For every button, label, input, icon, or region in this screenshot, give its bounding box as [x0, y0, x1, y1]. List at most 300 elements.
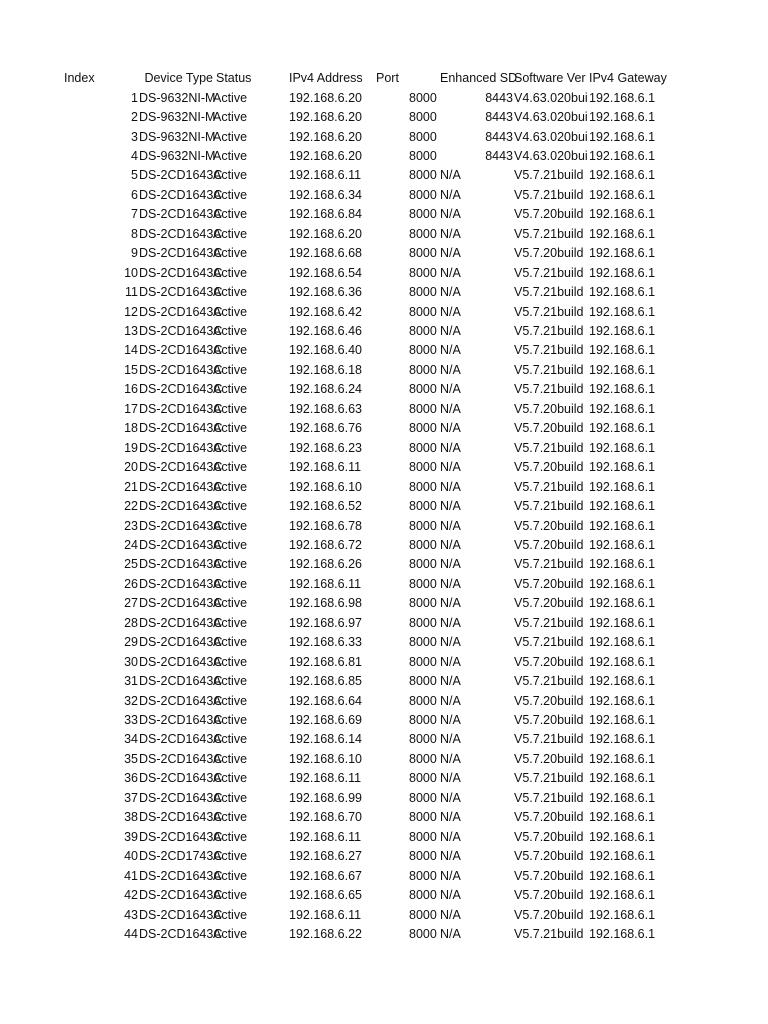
- cell-software-version: V5.7.20build: [514, 654, 584, 669]
- cell-index: 6: [131, 187, 138, 202]
- cell-ipv4-gateway: 192.168.6.1: [589, 324, 656, 338]
- table-row: [0, 439, 768, 458]
- cell-ipv4-address: 192.168.6.18: [289, 362, 362, 377]
- cell-device-type: DS-2CD1643C: [139, 907, 223, 922]
- cell-ipv4-address: 192.168.6.46: [289, 324, 362, 338]
- cell-ipv4-gateway: 192.168.6.1: [589, 110, 656, 125]
- cell-enhanced-sdk: N/A: [440, 615, 461, 630]
- cell-index: 35: [124, 751, 138, 766]
- cell-port: 8000: [409, 557, 437, 572]
- cell-ipv4-gateway: 192.168.6.1: [589, 654, 656, 669]
- cell-enhanced-sdk: N/A: [440, 421, 461, 436]
- cell-status: Active: [213, 926, 248, 941]
- header-status: Status: [216, 71, 252, 85]
- cell-ipv4-address: 192.168.6.20: [289, 148, 362, 163]
- table-row: [0, 828, 768, 847]
- cell-index: 9: [131, 246, 138, 261]
- table-row: [0, 633, 768, 652]
- cell-ipv4-address: 192.168.6.97: [289, 615, 362, 630]
- table-row: [0, 497, 768, 516]
- cell-ipv4-gateway: 192.168.6.1: [589, 596, 656, 611]
- cell-port: 8000: [409, 790, 437, 805]
- cell-ipv4-gateway: 192.168.6.1: [589, 849, 656, 864]
- table-row: [0, 692, 768, 711]
- cell-status: Active: [213, 421, 248, 436]
- cell-port: 8000: [409, 382, 437, 397]
- cell-enhanced-sdk: N/A: [440, 207, 461, 222]
- table-row: [0, 653, 768, 672]
- cell-status: Active: [213, 674, 248, 689]
- table-row: [0, 575, 768, 594]
- cell-port: 8000: [409, 285, 437, 300]
- cell-port: 8000: [409, 207, 437, 222]
- cell-software-version: V5.7.21build: [514, 265, 584, 280]
- cell-device-type: DS-2CD1643C: [139, 421, 223, 436]
- cell-ipv4-gateway: 192.168.6.1: [589, 693, 656, 708]
- cell-status: Active: [213, 790, 248, 805]
- cell-software-version: V5.7.20build: [514, 401, 584, 416]
- cell-index: 36: [124, 771, 138, 786]
- cell-software-version: V4.63.020bui: [514, 110, 588, 125]
- cell-status: Active: [213, 868, 248, 883]
- cell-enhanced-sdk: N/A: [440, 440, 461, 455]
- cell-ipv4-address: 192.168.6.99: [289, 790, 362, 805]
- cell-port: 8000: [409, 90, 437, 105]
- header-ipv4-gateway: IPv4 Gateway: [589, 71, 667, 85]
- table-row: [0, 614, 768, 633]
- cell-device-type: DS-9632NI-M: [139, 90, 216, 105]
- cell-port: 8000: [409, 324, 437, 338]
- cell-port: 8000: [409, 421, 437, 436]
- cell-ipv4-gateway: 192.168.6.1: [589, 440, 656, 455]
- cell-enhanced-sdk: N/A: [440, 888, 461, 903]
- cell-ipv4-address: 192.168.6.26: [289, 557, 362, 572]
- cell-index: 25: [124, 557, 138, 572]
- table-row: [0, 672, 768, 691]
- cell-ipv4-address: 192.168.6.85: [289, 674, 362, 689]
- cell-device-type: DS-9632NI-M: [139, 110, 216, 125]
- cell-software-version: V5.7.21build: [514, 732, 584, 747]
- cell-ipv4-address: 192.168.6.14: [289, 732, 362, 747]
- cell-ipv4-gateway: 192.168.6.1: [589, 829, 656, 844]
- cell-port: 8000: [409, 479, 437, 494]
- cell-enhanced-sdk: 8443: [485, 129, 513, 144]
- cell-port: 8000: [409, 829, 437, 844]
- cell-index: 19: [124, 440, 138, 455]
- cell-ipv4-gateway: 192.168.6.1: [589, 246, 656, 261]
- cell-ipv4-address: 192.168.6.33: [289, 635, 362, 650]
- cell-status: Active: [213, 324, 248, 338]
- cell-device-type: DS-2CD1643C: [139, 654, 223, 669]
- table-row: [0, 478, 768, 497]
- cell-device-type: DS-2CD1643C: [139, 226, 223, 241]
- table-row: [0, 380, 768, 399]
- cell-port: 8000: [409, 537, 437, 552]
- cell-software-version: V5.7.21build: [514, 615, 584, 630]
- cell-device-type: DS-2CD1643C: [139, 557, 223, 572]
- cell-index: 42: [124, 888, 138, 903]
- cell-ipv4-address: 192.168.6.11: [289, 576, 362, 591]
- cell-index: 1: [131, 90, 138, 105]
- cell-software-version: V5.7.20build: [514, 810, 584, 825]
- table-row: [0, 906, 768, 925]
- cell-status: Active: [213, 654, 248, 669]
- cell-ipv4-gateway: 192.168.6.1: [589, 499, 656, 514]
- cell-port: 8000: [409, 771, 437, 786]
- cell-software-version: V5.7.21build: [514, 168, 584, 183]
- cell-index: 10: [124, 265, 138, 280]
- cell-ipv4-gateway: 192.168.6.1: [589, 129, 656, 144]
- cell-ipv4-gateway: 192.168.6.1: [589, 207, 656, 222]
- cell-ipv4-address: 192.168.6.68: [289, 246, 362, 261]
- cell-index: 11: [125, 285, 138, 300]
- table-row: [0, 808, 768, 827]
- table-row: [0, 730, 768, 749]
- cell-software-version: V5.7.20build: [514, 829, 584, 844]
- table-row: [0, 750, 768, 769]
- cell-device-type: DS-2CD1643C: [139, 401, 223, 416]
- cell-status: Active: [213, 557, 248, 572]
- cell-ipv4-address: 192.168.6.76: [289, 421, 362, 436]
- cell-port: 8000: [409, 693, 437, 708]
- table-row: [0, 264, 768, 283]
- cell-software-version: V4.63.020bui: [514, 90, 588, 105]
- cell-software-version: V5.7.21build: [514, 790, 584, 805]
- cell-port: 8000: [409, 576, 437, 591]
- cell-software-version: V5.7.20build: [514, 460, 584, 475]
- cell-device-type: DS-2CD1643C: [139, 187, 223, 202]
- cell-software-version: V5.7.21build: [514, 304, 584, 319]
- cell-ipv4-address: 192.168.6.42: [289, 304, 362, 319]
- cell-software-version: V5.7.21build: [514, 187, 584, 202]
- cell-ipv4-gateway: 192.168.6.1: [589, 868, 656, 883]
- table-row: [0, 886, 768, 905]
- cell-enhanced-sdk: N/A: [440, 868, 461, 883]
- cell-software-version: V5.7.21build: [514, 479, 584, 494]
- cell-enhanced-sdk: N/A: [440, 343, 461, 358]
- cell-enhanced-sdk: N/A: [440, 324, 461, 338]
- cell-ipv4-address: 192.168.6.63: [289, 401, 362, 416]
- cell-ipv4-address: 192.168.6.23: [289, 440, 362, 455]
- cell-ipv4-gateway: 192.168.6.1: [589, 674, 656, 689]
- cell-ipv4-address: 192.168.6.11: [289, 168, 362, 183]
- cell-port: 8000: [409, 440, 437, 455]
- cell-ipv4-address: 192.168.6.64: [289, 693, 362, 708]
- cell-enhanced-sdk: N/A: [440, 187, 461, 202]
- cell-ipv4-gateway: 192.168.6.1: [589, 751, 656, 766]
- cell-index: 31: [124, 674, 138, 689]
- cell-software-version: V5.7.20build: [514, 888, 584, 903]
- cell-index: 8: [131, 226, 138, 241]
- cell-device-type: DS-2CD1643C: [139, 810, 223, 825]
- cell-status: Active: [213, 576, 248, 591]
- cell-status: Active: [213, 110, 248, 125]
- cell-device-type: DS-2CD1643C: [139, 615, 223, 630]
- cell-index: 43: [124, 907, 138, 922]
- cell-enhanced-sdk: N/A: [440, 557, 461, 572]
- cell-status: Active: [213, 635, 248, 650]
- cell-ipv4-gateway: 192.168.6.1: [589, 226, 656, 241]
- cell-device-type: DS-2CD1643C: [139, 888, 223, 903]
- cell-status: Active: [213, 168, 248, 183]
- cell-device-type: DS-2CD1643C: [139, 790, 223, 805]
- table-row: [0, 789, 768, 808]
- cell-index: 26: [124, 576, 138, 591]
- cell-status: Active: [213, 771, 248, 786]
- cell-ipv4-gateway: 192.168.6.1: [589, 635, 656, 650]
- cell-enhanced-sdk: N/A: [440, 226, 461, 241]
- cell-software-version: V5.7.21build: [514, 674, 584, 689]
- table-row: [0, 361, 768, 380]
- cell-status: Active: [213, 207, 248, 222]
- cell-status: Active: [213, 596, 248, 611]
- cell-device-type: DS-2CD1643C: [139, 596, 223, 611]
- cell-status: Active: [213, 615, 248, 630]
- table-row: [0, 711, 768, 730]
- cell-enhanced-sdk: N/A: [440, 635, 461, 650]
- cell-status: Active: [213, 907, 248, 922]
- cell-port: 8000: [409, 654, 437, 669]
- cell-ipv4-gateway: 192.168.6.1: [589, 265, 656, 280]
- cell-enhanced-sdk: N/A: [440, 654, 461, 669]
- cell-ipv4-gateway: 192.168.6.1: [589, 537, 656, 552]
- header-device-type: Device Type: [144, 71, 213, 85]
- cell-enhanced-sdk: N/A: [440, 168, 461, 183]
- cell-device-type: DS-2CD1643C: [139, 479, 223, 494]
- cell-index: 14: [124, 343, 138, 358]
- cell-ipv4-gateway: 192.168.6.1: [589, 460, 656, 475]
- cell-port: 8000: [409, 148, 437, 163]
- cell-index: 15: [124, 362, 138, 377]
- cell-enhanced-sdk: N/A: [440, 732, 461, 747]
- cell-device-type: DS-2CD1643C: [139, 499, 223, 514]
- cell-ipv4-address: 192.168.6.52: [289, 499, 362, 514]
- cell-ipv4-address: 192.168.6.10: [289, 479, 362, 494]
- header-ipv4-address: IPv4 Address: [289, 71, 363, 85]
- cell-port: 8000: [409, 499, 437, 514]
- cell-ipv4-gateway: 192.168.6.1: [589, 888, 656, 903]
- cell-port: 8000: [409, 129, 437, 144]
- cell-device-type: DS-2CD1643C: [139, 246, 223, 261]
- cell-software-version: V5.7.21build: [514, 382, 584, 397]
- cell-enhanced-sdk: N/A: [440, 518, 461, 533]
- cell-enhanced-sdk: N/A: [440, 926, 461, 941]
- cell-index: 20: [124, 460, 138, 475]
- header-port: Port: [376, 71, 399, 85]
- cell-enhanced-sdk: N/A: [440, 810, 461, 825]
- cell-ipv4-address: 192.168.6.24: [289, 382, 362, 397]
- cell-port: 8000: [409, 635, 437, 650]
- cell-port: 8000: [409, 265, 437, 280]
- cell-port: 8000: [409, 810, 437, 825]
- cell-software-version: V5.7.21build: [514, 285, 584, 300]
- cell-status: Active: [213, 246, 248, 261]
- cell-index: 29: [124, 635, 138, 650]
- cell-port: 8000: [409, 888, 437, 903]
- cell-device-type: DS-2CD1643C: [139, 304, 223, 319]
- cell-ipv4-gateway: 192.168.6.1: [589, 576, 656, 591]
- cell-software-version: V4.63.020bui: [514, 129, 588, 144]
- cell-ipv4-gateway: 192.168.6.1: [589, 907, 656, 922]
- cell-device-type: DS-2CD1643C: [139, 382, 223, 397]
- cell-enhanced-sdk: N/A: [440, 849, 461, 864]
- cell-port: 8000: [409, 849, 437, 864]
- cell-ipv4-gateway: 192.168.6.1: [589, 148, 656, 163]
- cell-enhanced-sdk: N/A: [440, 596, 461, 611]
- cell-software-version: V5.7.20build: [514, 751, 584, 766]
- cell-ipv4-gateway: 192.168.6.1: [589, 790, 656, 805]
- cell-ipv4-address: 192.168.6.40: [289, 343, 362, 358]
- table-row: [0, 769, 768, 788]
- cell-ipv4-gateway: 192.168.6.1: [589, 401, 656, 416]
- cell-ipv4-address: 192.168.6.20: [289, 110, 362, 125]
- cell-index: 12: [124, 304, 138, 319]
- cell-software-version: V5.7.21build: [514, 771, 584, 786]
- cell-software-version: V5.7.20build: [514, 207, 584, 222]
- cell-ipv4-address: 192.168.6.81: [289, 654, 362, 669]
- cell-ipv4-gateway: 192.168.6.1: [589, 713, 656, 727]
- table-row: [0, 205, 768, 224]
- cell-ipv4-gateway: 192.168.6.1: [589, 285, 656, 300]
- cell-status: Active: [213, 849, 248, 864]
- cell-software-version: V5.7.21build: [514, 499, 584, 514]
- cell-index: 2: [131, 110, 138, 125]
- cell-ipv4-gateway: 192.168.6.1: [589, 557, 656, 572]
- cell-ipv4-address: 192.168.6.11: [289, 460, 362, 475]
- cell-port: 8000: [409, 343, 437, 358]
- cell-device-type: DS-2CD1643C: [139, 693, 223, 708]
- table-row: [0, 517, 768, 536]
- cell-device-type: DS-2CD1643C: [139, 674, 223, 689]
- cell-ipv4-gateway: 192.168.6.1: [589, 168, 656, 183]
- cell-device-type: DS-2CD1643C: [139, 635, 223, 650]
- cell-ipv4-gateway: 192.168.6.1: [589, 187, 656, 202]
- cell-ipv4-address: 192.168.6.67: [289, 868, 362, 883]
- cell-port: 8000: [409, 362, 437, 377]
- cell-ipv4-address: 192.168.6.70: [289, 810, 362, 825]
- cell-status: Active: [213, 382, 248, 397]
- cell-ipv4-address: 192.168.6.72: [289, 537, 362, 552]
- cell-status: Active: [213, 888, 248, 903]
- table-row: [0, 322, 768, 341]
- cell-enhanced-sdk: N/A: [440, 713, 461, 727]
- cell-status: Active: [213, 343, 248, 358]
- cell-enhanced-sdk: N/A: [440, 246, 461, 261]
- cell-ipv4-address: 192.168.6.36: [289, 285, 362, 300]
- cell-device-type: DS-2CD1643C: [139, 732, 223, 747]
- cell-enhanced-sdk: N/A: [440, 460, 461, 475]
- cell-ipv4-gateway: 192.168.6.1: [589, 304, 656, 319]
- cell-device-type: DS-2CD1643C: [139, 285, 223, 300]
- cell-port: 8000: [409, 304, 437, 319]
- cell-enhanced-sdk: N/A: [440, 693, 461, 708]
- cell-index: 30: [124, 654, 138, 669]
- cell-enhanced-sdk: N/A: [440, 674, 461, 689]
- table-row: [0, 147, 768, 166]
- table-row: [0, 303, 768, 322]
- cell-software-version: V5.7.20build: [514, 596, 584, 611]
- cell-ipv4-address: 192.168.6.10: [289, 751, 362, 766]
- cell-ipv4-gateway: 192.168.6.1: [589, 343, 656, 358]
- cell-index: 23: [124, 518, 138, 533]
- cell-status: Active: [213, 226, 248, 241]
- cell-enhanced-sdk: 8443: [485, 90, 513, 105]
- cell-enhanced-sdk: 8443: [485, 110, 513, 125]
- cell-enhanced-sdk: N/A: [440, 790, 461, 805]
- cell-enhanced-sdk: N/A: [440, 479, 461, 494]
- cell-ipv4-gateway: 192.168.6.1: [589, 382, 656, 397]
- table-row: [0, 341, 768, 360]
- cell-index: 34: [124, 732, 138, 747]
- cell-device-type: DS-2CD1643C: [139, 518, 223, 533]
- cell-ipv4-gateway: 192.168.6.1: [589, 615, 656, 630]
- table-row: [0, 244, 768, 263]
- cell-software-version: V5.7.20build: [514, 849, 584, 864]
- cell-device-type: DS-2CD1643C: [139, 362, 223, 377]
- cell-status: Active: [213, 148, 248, 163]
- table-row: [0, 225, 768, 244]
- cell-software-version: V5.7.20build: [514, 537, 584, 552]
- cell-device-type: DS-2CD1643C: [139, 537, 223, 552]
- cell-device-type: DS-2CD1643C: [139, 440, 223, 455]
- cell-status: Active: [213, 537, 248, 552]
- cell-port: 8000: [409, 596, 437, 611]
- cell-index: 18: [124, 421, 138, 436]
- cell-device-type: DS-2CD1643C: [139, 868, 223, 883]
- header-row: [0, 69, 768, 88]
- cell-software-version: V5.7.21build: [514, 635, 584, 650]
- cell-ipv4-address: 192.168.6.20: [289, 129, 362, 144]
- cell-index: 13: [124, 324, 138, 338]
- cell-port: 8000: [409, 226, 437, 241]
- cell-ipv4-address: 192.168.6.11: [289, 771, 362, 786]
- cell-ipv4-address: 192.168.6.54: [289, 265, 362, 280]
- cell-port: 8000: [409, 868, 437, 883]
- cell-ipv4-address: 192.168.6.20: [289, 226, 362, 241]
- table-row: [0, 555, 768, 574]
- cell-port: 8000: [409, 518, 437, 533]
- cell-ipv4-gateway: 192.168.6.1: [589, 810, 656, 825]
- cell-software-version: V5.7.20build: [514, 576, 584, 591]
- table-row: [0, 847, 768, 866]
- cell-software-version: V5.7.21build: [514, 343, 584, 358]
- cell-port: 8000: [409, 751, 437, 766]
- cell-index: 28: [124, 615, 138, 630]
- cell-status: Active: [213, 362, 248, 377]
- cell-enhanced-sdk: N/A: [440, 304, 461, 319]
- cell-port: 8000: [409, 732, 437, 747]
- cell-index: 33: [124, 713, 138, 727]
- cell-index: 39: [124, 829, 138, 844]
- cell-port: 8000: [409, 713, 437, 727]
- cell-index: 4: [131, 148, 138, 163]
- cell-status: Active: [213, 732, 248, 747]
- cell-enhanced-sdk: N/A: [440, 751, 461, 766]
- cell-status: Active: [213, 304, 248, 319]
- cell-software-version: V5.7.20build: [514, 713, 584, 727]
- cell-status: Active: [213, 460, 248, 475]
- cell-index: 32: [124, 693, 138, 708]
- cell-status: Active: [213, 285, 248, 300]
- cell-status: Active: [213, 499, 248, 514]
- cell-index: 17: [124, 401, 138, 416]
- cell-ipv4-gateway: 192.168.6.1: [589, 362, 656, 377]
- cell-status: Active: [213, 401, 248, 416]
- cell-device-type: DS-2CD1643C: [139, 751, 223, 766]
- header-software-version: Software Ver: [514, 71, 586, 85]
- cell-index: 22: [124, 499, 138, 514]
- cell-software-version: V5.7.21build: [514, 440, 584, 455]
